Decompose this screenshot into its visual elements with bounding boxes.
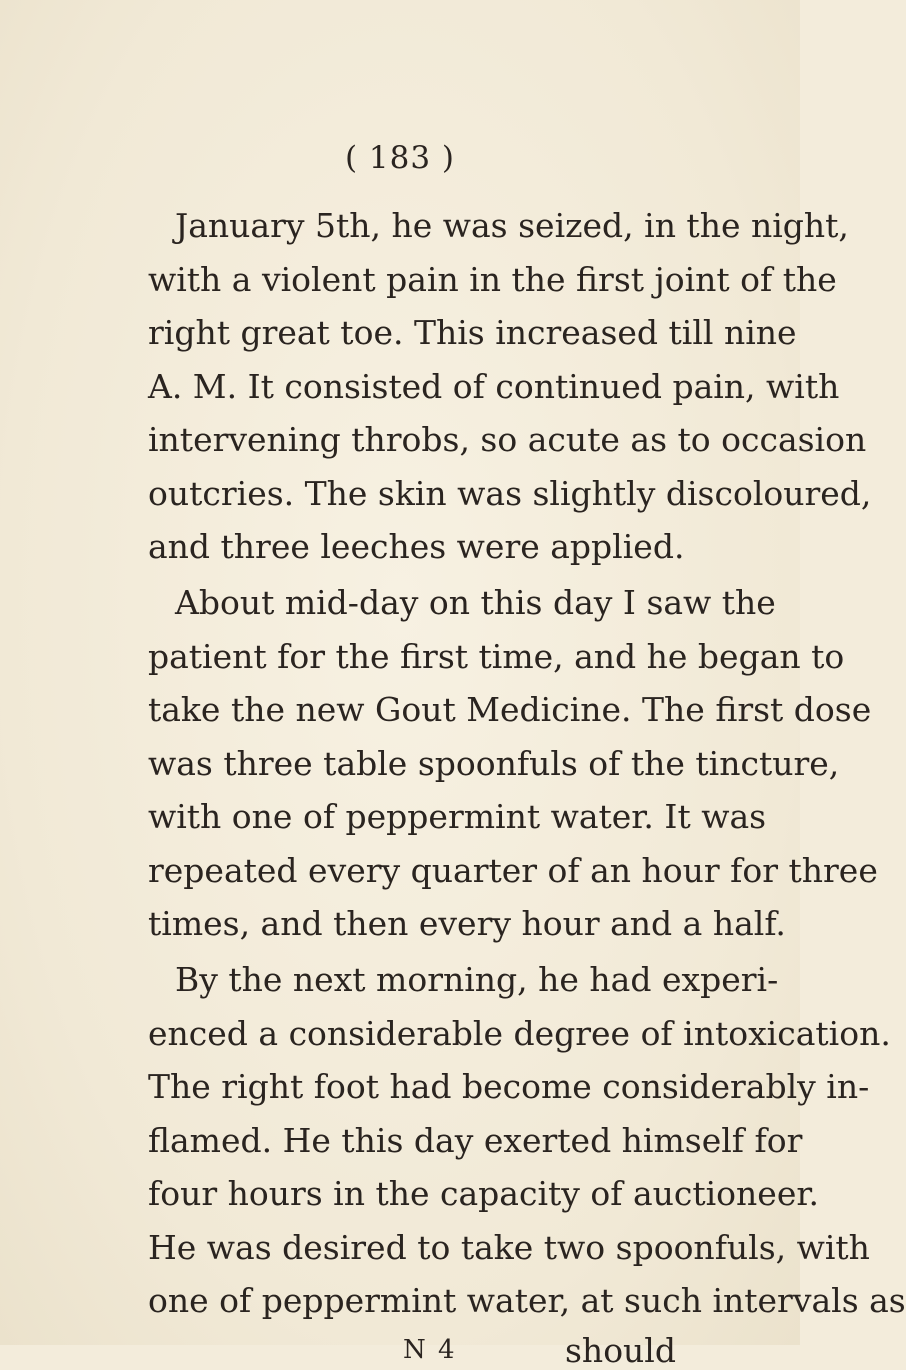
catchword: should [565, 1331, 676, 1370]
text-line: repeated every quarter of an hour for three [148, 851, 878, 890]
text-line: enced a considerable degree of intoxication. [148, 1014, 891, 1053]
text-line: take the new Gout Medicine. The first dose [148, 690, 872, 729]
text-line: He was desired to take two spoonfuls, with [148, 1228, 870, 1267]
text-line: was three table spoonfuls of the tincture, [148, 744, 840, 783]
text-line: outcries. The skin was slightly discoloured, [148, 474, 872, 513]
text-line: The right foot had become considerably in- [148, 1067, 870, 1106]
text-line: January 5th, he was seized, in the night, [175, 206, 849, 245]
text-line: intervening throbs, so acute as to occasion [148, 420, 867, 459]
text-line: one of peppermint water, at such intervals as [148, 1281, 906, 1320]
signature-mark: N 4 [403, 1335, 457, 1365]
text-line: A. M. It consisted of continued pain, with [148, 367, 840, 406]
text-line: By the next morning, he had experi- [175, 960, 779, 999]
text-line: and three leeches were applied. [148, 527, 685, 566]
text-line: About mid-day on this day I saw the [175, 583, 776, 622]
text-line: with one of peppermint water. It was [148, 797, 767, 836]
page-number: ( 183 ) [344, 140, 456, 176]
text-line: right great toe. This increased till nine [148, 313, 797, 352]
text-line: patient for the first time, and he began to [148, 637, 845, 676]
text-line: times, and then every hour and a half. [148, 904, 786, 943]
text-line: with a violent pain in the first joint of the [148, 260, 837, 299]
text-line: four hours in the capacity of auctioneer. [148, 1174, 820, 1213]
text-line: flamed. He this day exerted himself for [148, 1121, 803, 1160]
